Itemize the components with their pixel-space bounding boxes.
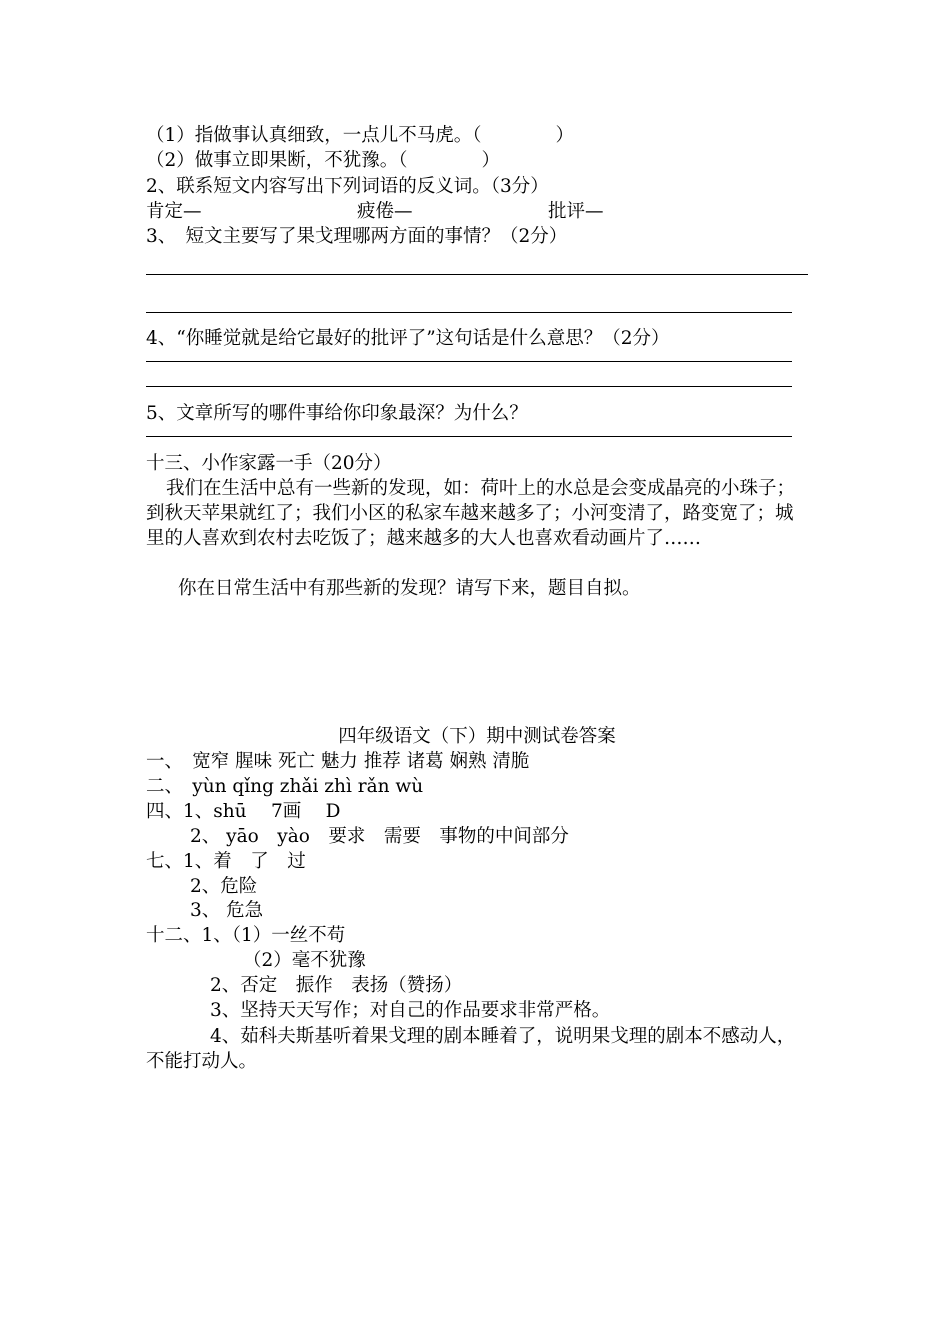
answer-key-title: 四年级语文（下）期中测试卷答案	[338, 726, 616, 747]
question-2: 2、联系短文内容写出下列词语的反义词。（3分）	[146, 176, 549, 197]
answer-7-1: 七、1、着 了 过	[146, 851, 306, 872]
composition-paragraph-2: 你在日常生活中有那些新的发现？请写下来，题目自拟。	[178, 578, 641, 599]
answer-7-2: 2、危险	[190, 876, 258, 897]
antonym-word-1: 肯定—	[146, 201, 202, 222]
answer-4-2: 2、 yāo yào 要求 需要 事物的中间部分	[190, 826, 569, 847]
answer-12-4: 4、茹科夫斯基听着果戈理的剧本睡着了，说明果戈理的剧本不感动人，不能打动人。	[146, 1026, 796, 1072]
answer-line	[146, 312, 792, 313]
answer-7-3: 3、 危急	[190, 900, 264, 921]
answer-12-2: 2、否定 振作 表扬（赞扬）	[210, 975, 463, 996]
antonym-word-3: 批评—	[548, 201, 604, 222]
answer-12-3: 3、坚持天天写作；对自己的作品要求非常严格。	[210, 1000, 611, 1021]
question-4: 4、“你睡觉就是给它最好的批评了”这句话是什么意思？（2分）	[146, 328, 670, 349]
question-3: 3、 短文主要写了果戈理哪两方面的事情？（2分）	[146, 226, 568, 247]
question-1-2: （2）做事立即果断，不犹豫。（ ）	[146, 150, 501, 171]
answer-12-1: 十二、1、（1）一丝不苟	[146, 925, 346, 946]
answer-2: 二、 yùn qǐng zhǎi zhì rǎn wù	[146, 776, 424, 797]
answer-line	[146, 436, 792, 437]
question-1-1: （1）指做事认真细致，一点儿不马虎。（ ）	[146, 125, 575, 146]
composition-paragraph-1: 我们在生活中总有一些新的发现，如：荷叶上的水总是会变成晶亮的小珠子；到秋天苹果就红了；我们小区的私家车越来越多了；小河变清了，路变宽了；城里的人喜欢到农村去吃饭了；越来越多的大人也喜欢看动画片了……	[146, 478, 796, 549]
answer-12-1b: （2）毫不犹豫	[243, 950, 366, 971]
answer-line	[146, 361, 792, 362]
answer-line	[146, 274, 808, 275]
answer-1: 一、 宽窄 腥味 死亡 魅力 推荐 诸葛 娴熟 清脆	[146, 751, 530, 772]
composition-heading: 十三、小作家露一手（20分）	[146, 453, 392, 474]
answer-line	[146, 386, 792, 387]
antonym-word-2: 疲倦—	[357, 201, 413, 222]
answer-4-1: 四、1、shū 7画 D	[146, 801, 341, 822]
question-5: 5、文章所写的哪件事给你印象最深？为什么？	[146, 403, 528, 424]
